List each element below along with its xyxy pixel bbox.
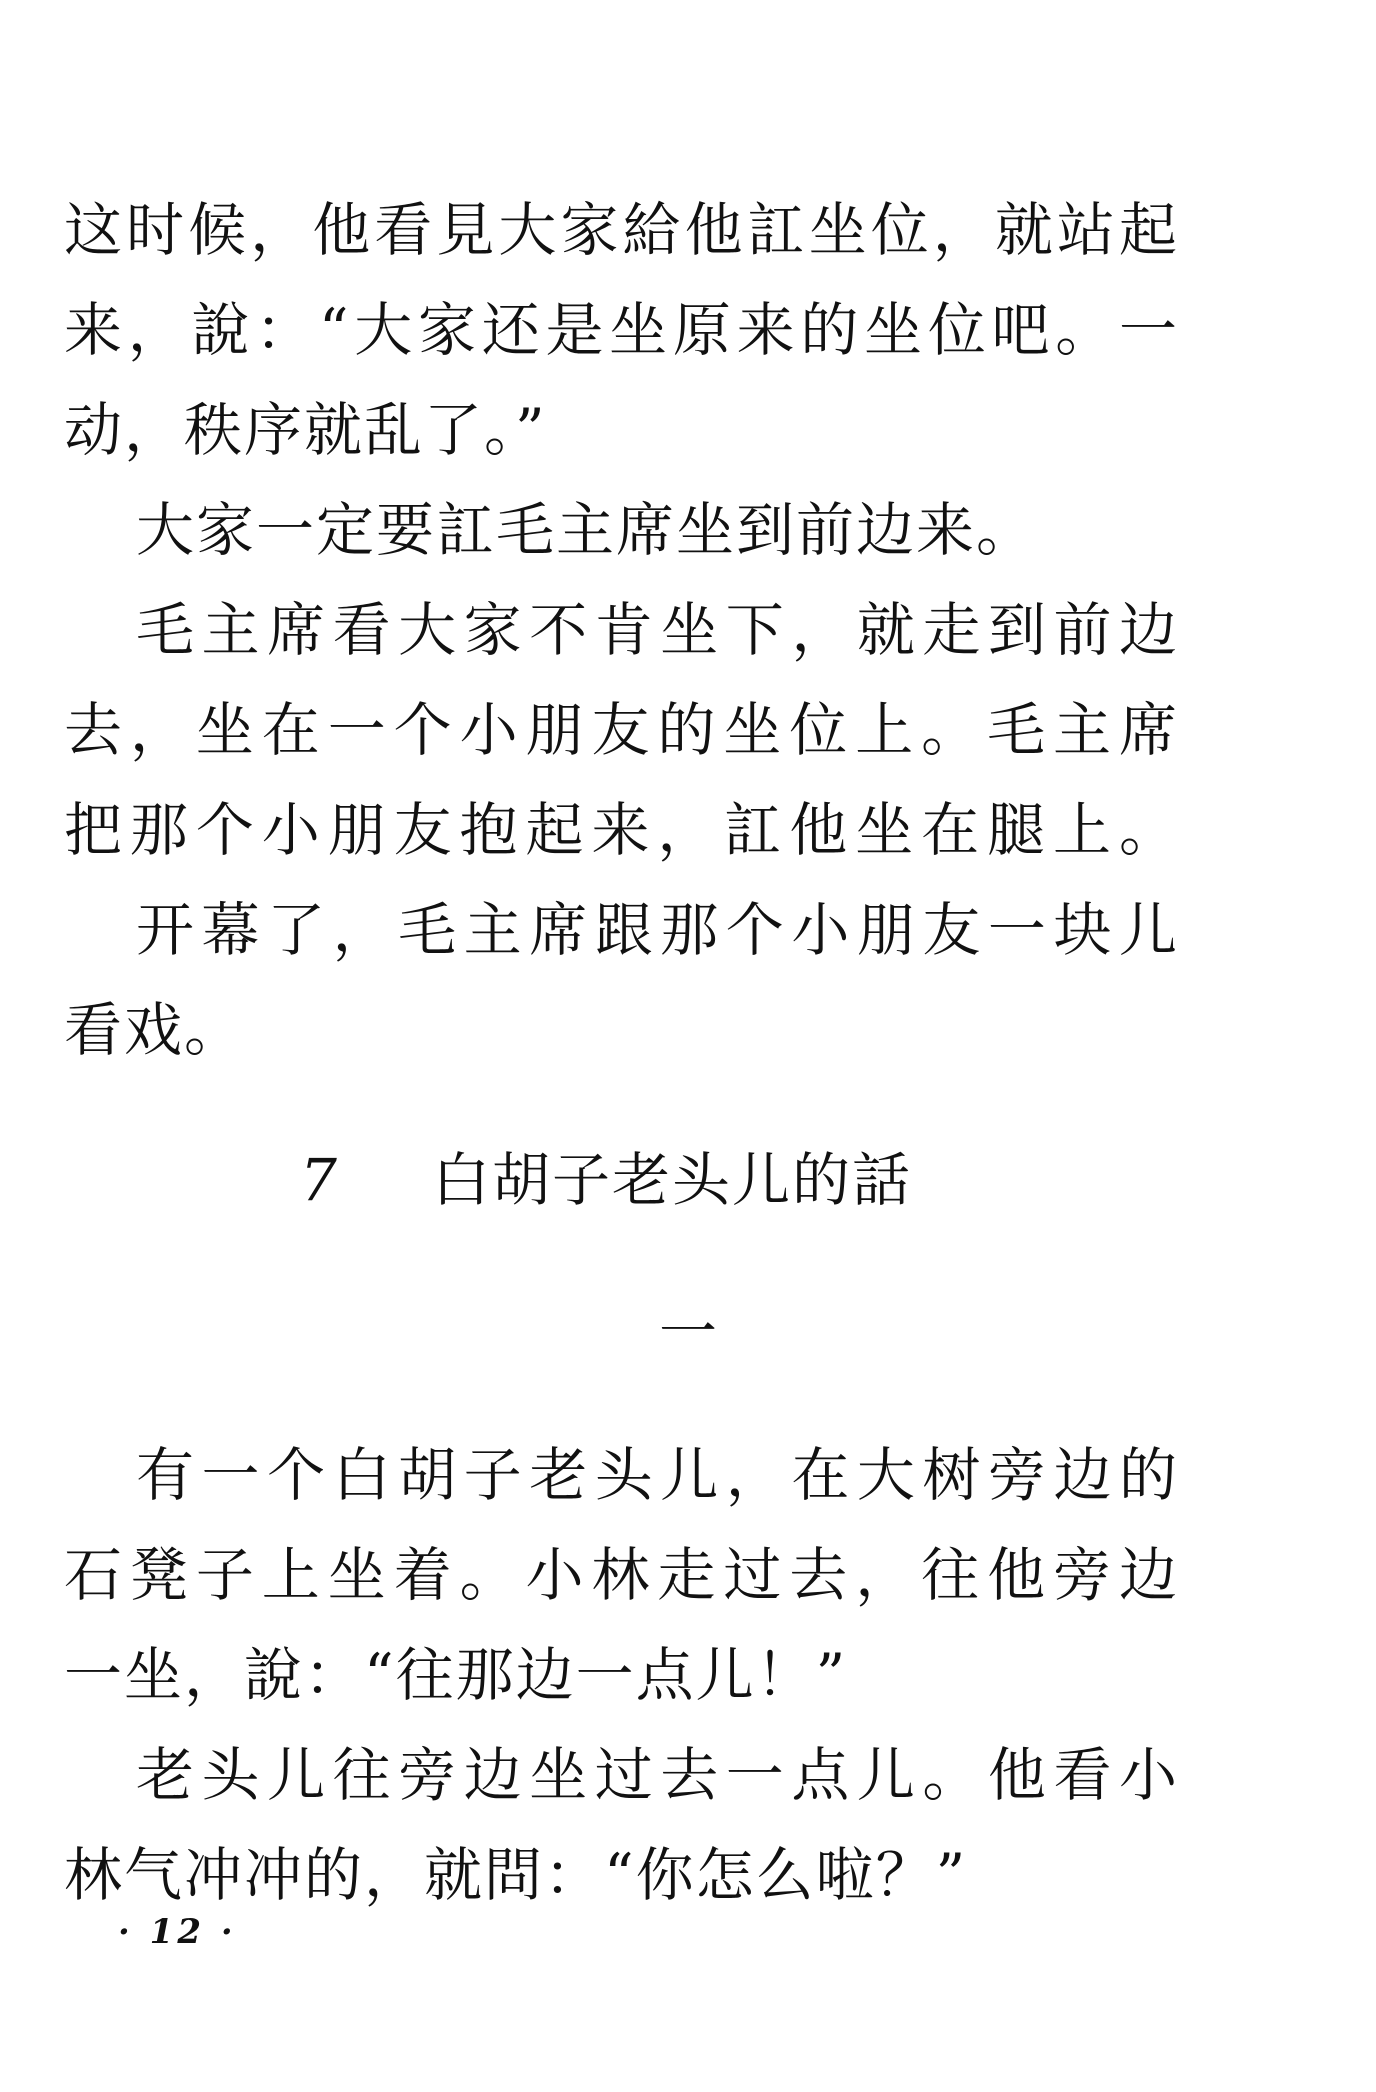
- section-title: 白胡子老头儿的話: [432, 1146, 913, 1214]
- part-marker: 一: [658, 1298, 717, 1366]
- text-line: 这时候，他看見大家給他訌坐位，就站起: [64, 196, 1179, 264]
- text-line: 石凳子上坐着。小林走过去，往他旁边: [64, 1541, 1179, 1609]
- text-line: 林气冲冲的，就問：“你怎么啦？”: [64, 1841, 968, 1909]
- paragraph-start-line: 大家一定要訌毛主席坐到前边来。: [136, 496, 1037, 564]
- page-number: · 12 ·: [118, 1912, 237, 1952]
- text-line: 动，秩序就乱了。”: [64, 396, 547, 464]
- text-line: 去，坐在一个小朋友的坐位上。毛主席: [64, 696, 1179, 764]
- text-line: 把那个小朋友抱起来，訌他坐在腿上。: [64, 796, 1179, 864]
- section-number: 7: [300, 1146, 339, 1214]
- text-line: 看戏。: [64, 996, 245, 1064]
- text-line: 来，說：“大家还是坐原来的坐位吧。一: [64, 296, 1179, 364]
- section-heading: [300, 1130, 912, 1230]
- paragraph-start-line: 老头儿往旁边坐过去一点儿。他看小: [136, 1741, 1179, 1809]
- paragraph-start-line: 开幕了，毛主席跟那个小朋友一块儿: [136, 896, 1179, 964]
- paragraph-start-line: 有一个白胡子老头儿，在大树旁边的: [136, 1441, 1179, 1509]
- paragraph-start-line: 毛主席看大家不肯坐下，就走到前边: [136, 596, 1179, 664]
- text-line: 一坐，說：“往那边一点儿！”: [64, 1641, 848, 1709]
